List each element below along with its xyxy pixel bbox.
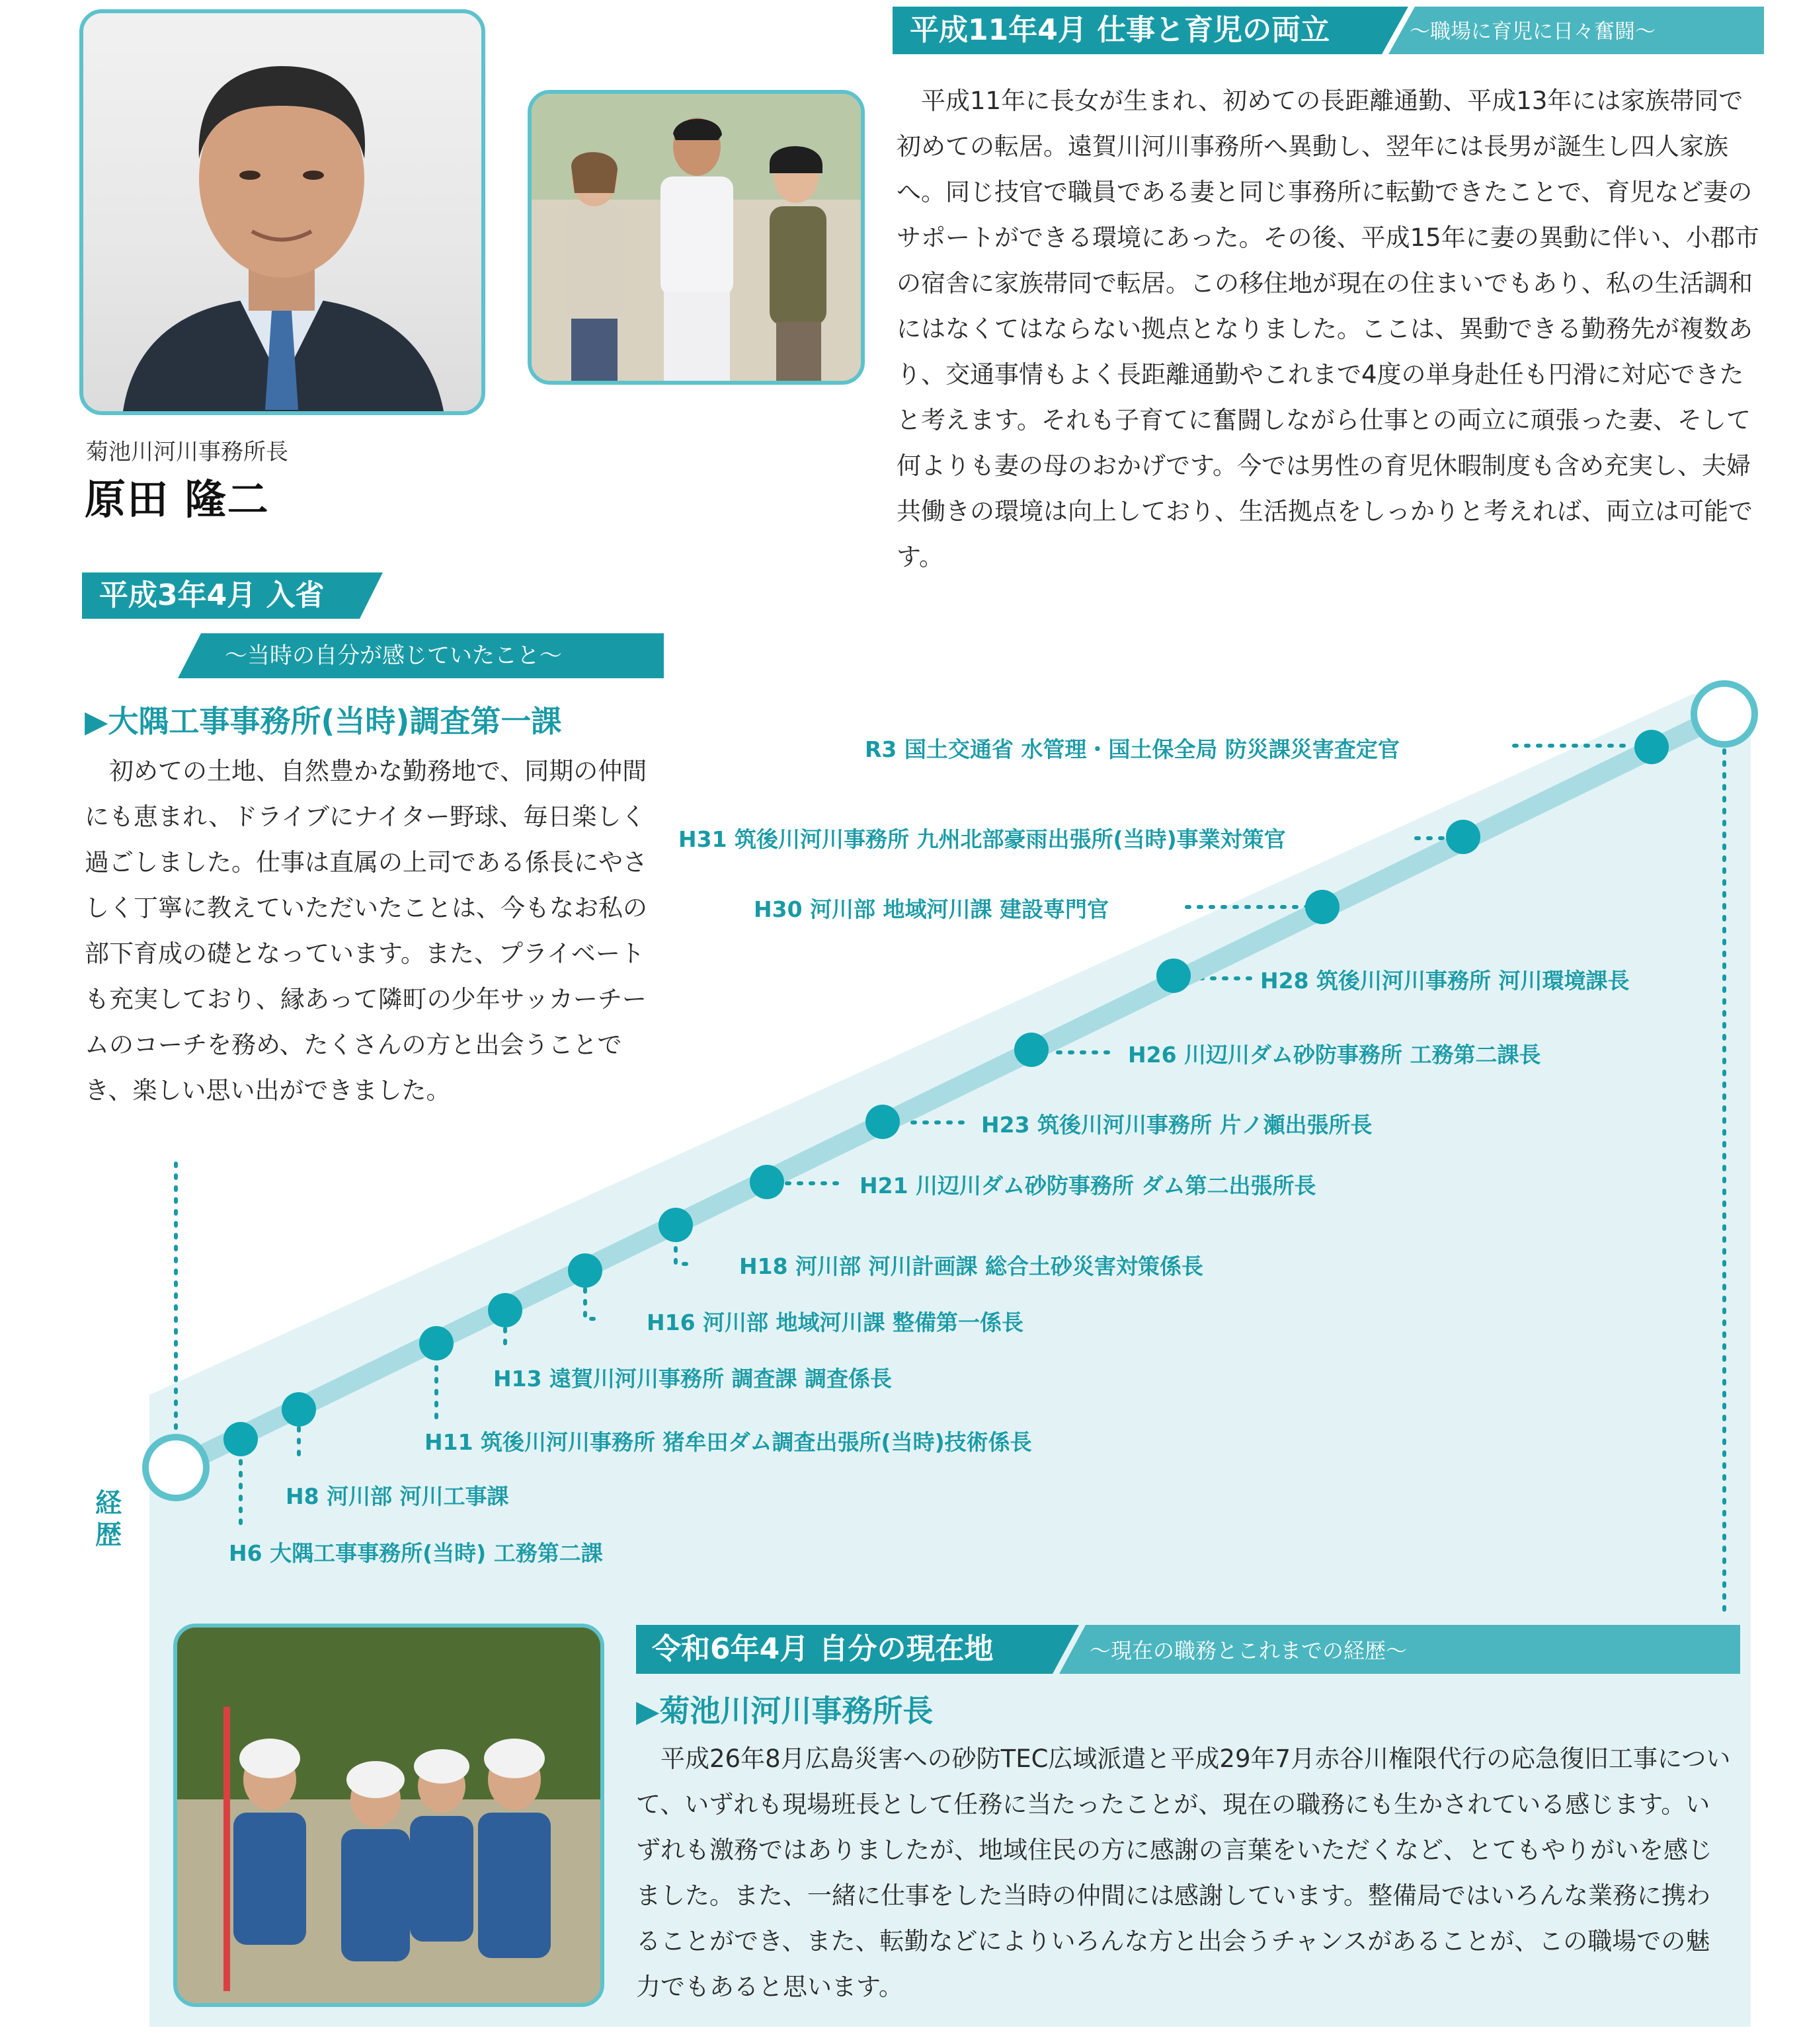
section-r6-subtitle: ～現在の職務とこれまでの経歴～ [1090,1638,1408,1663]
section-h11-subtitle: ～職場に育児に日々奮闘～ [1410,20,1656,44]
timeline-item-r3: R3 国土交通省 水管理・国土保全局 防災課災害査定官 [865,736,1400,762]
section-r6-body [636,1736,1734,2010]
timeline-item-h11: H11 筑後川河川事務所 猪牟田ダム調査出張所(当時)技術係長 [424,1429,1032,1455]
timeline-item-h30: H30 河川部 地域河川課 建設専門官 [754,896,1109,922]
timeline-item-h18: H18 河川部 河川計画課 総合土砂災害対策係長 [739,1253,1204,1279]
section-h11-title: 平成11年4月 仕事と育児の両立 [910,13,1330,47]
section-r6-dept: ▶菊池川河川事務所長 [636,1693,934,1729]
timeline-item-h8: H8 河川部 河川工事課 [286,1483,509,1509]
timeline-item-h6: H6 大隅工事事務所(当時) 工務第二課 [229,1540,603,1566]
profile-position: 菊池川河川事務所長 [86,439,288,465]
section-h3-paragraph: 初めての土地、自然豊かな勤務地で、同期の仲間にも恵まれ、ドライブにナイター野球、毎日楽しく過ごしました。仕事は直属の上司である係長にやさしく丁寧に教えていただいたことは、今もなお私の部下育成の礎となっています。また、プライベートも充実しており、縁あって隣町の少年サッカーチームのコーチを務め、たくさんの方と出会うことでき、楽しい思い出ができました。 [85,757,647,1105]
section-r6-title: 令和6年4月 自分の現在地 [652,1632,994,1666]
timeline-item-h21: H21 川辺川ダム砂防事務所 ダム第二出張所長 [860,1173,1316,1199]
timeline-item-h26: H26 川辺川ダム砂防事務所 工務第二課長 [1128,1042,1541,1068]
timeline-item-h28: H28 筑後川河川事務所 河川環境課長 [1260,968,1630,994]
section-r6-paragraph: 平成26年8月広島災害への砂防TEC広域派遣と平成29年7月赤谷川権限代行の応急復旧工事について、いずれも現場班長として任務に当たったことが、現在の職務にも生かされている感じます。いずれも激務ではありましたが、地域住民の方に感謝の言葉をいただくなど、とてもやりがいを感じました。また、一緒に仕事をした当時の仲間には感謝しています。整備局ではいろんな業務に携わることができ、また、転勤などによりいろんな方と出会うチャンスがあることが、この職場での魅力でもあると思います。 [636,1745,1731,2001]
profile-name: 原田 隆二 [85,475,270,524]
field-work-photo [173,1624,604,2007]
timeline-item-h23: H23 筑後川河川事務所 片ノ瀬出張所長 [981,1112,1373,1138]
section-h3-dept: ▶大隅工事事務所(当時)調査第一課 [85,703,562,739]
section-h11-paragraph: 平成11年に長女が生まれ、初めての長距離通勤、平成13年には家族帯同で初めての転居。遠賀川河川事務所へ異動し、翌年には長男が誕生し四人家族へ。同じ技官で職員である妻と同じ事務所に転勤できたことで、育児など妻のサポートができる環境にあった。その後、平成15年に妻の異動に伴い、小郡市の宿舎に家族帯同で転居。この移住地が現在の住まいでもあり、私の生活調和にはなくてはならない拠点となりました。ここは、異動できる勤務先が複数あり、交通事情もよく長距離通勤やこれまで4度の単身赴任も円滑に対応できたと考えます。それも子育てに奮闘しながら仕事との両立に頑張った妻、そして何よりも妻の母のおかげです。今では男性の育児休暇制度も含め充実し、夫婦共働きの環境は向上しており、生活拠点をしっかりと考えれば、両立は可能です。 [897,87,1759,571]
section-h3-subtitle: ～当時の自分が感じていたこと～ [225,643,562,669]
timeline-item-h16: H16 河川部 地域河川課 整備第一係長 [647,1310,1024,1335]
timeline-item-h13: H13 遠賀川河川事務所 調査課 調査係長 [493,1366,893,1392]
section-h3-title: 平成3年4月 入省 [99,578,325,612]
timeline-item-h31: H31 筑後川河川事務所 九州北部豪雨出張所(当時)事業対策官 [678,826,1286,852]
career-label: 経歴 [95,1488,122,1550]
